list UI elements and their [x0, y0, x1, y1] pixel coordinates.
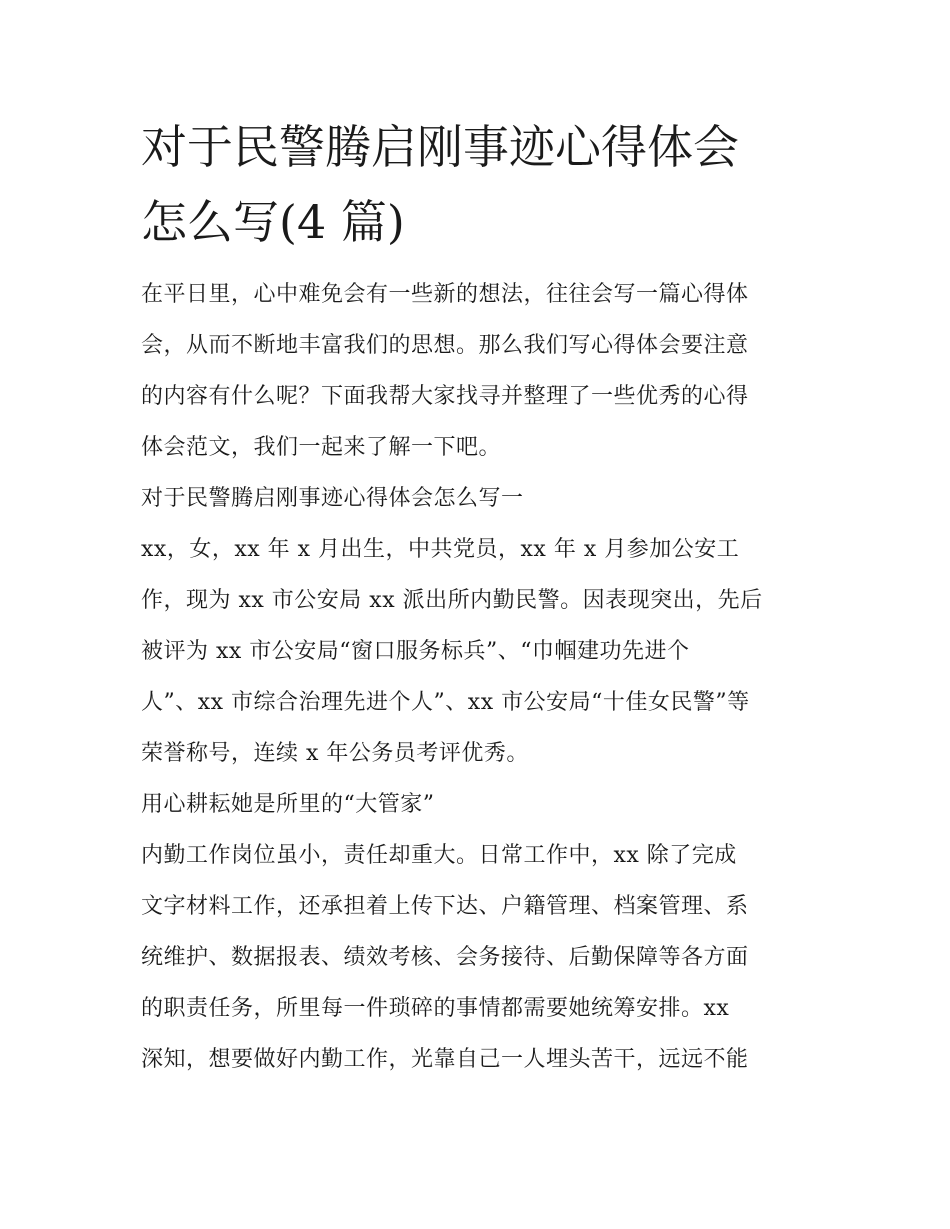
intro-line-1: 在平日里，心中难免会有一些新的想法，往往会写一篇心得体 [141, 282, 749, 307]
paragraph-line: 荣誉称号，连续 x 年公务员考评优秀。 [141, 741, 529, 766]
title-line-2: 怎么写(4 篇) [141, 195, 405, 249]
document-page [141, 110, 821, 1085]
title-line-1: 对于民警腾启刚事迹心得体会 [141, 120, 739, 174]
paragraph-line: 深知，想要做好内勤工作，光靠自己一人埋头苦干，远远不能 [141, 1047, 749, 1072]
paragraph-line: 作，现为 xx 市公安局 xx 派出所内勤民警。因表现突出，先后 [141, 588, 763, 613]
section-heading: 对于民警腾启刚事迹心得体会怎么写一 [141, 486, 524, 511]
paragraph-line: xx，女，xx 年 x 月出生，中共党员，xx 年 x 月参加公安工 [141, 537, 740, 562]
intro-line-4: 体会范文，我们一起来了解一下吧。 [141, 435, 502, 460]
document-body [141, 269, 821, 1085]
document-title [141, 110, 821, 260]
intro-line-2: 会，从而不断地丰富我们的思想。那么我们写心得体会要注意 [141, 333, 749, 358]
paragraph-line: 统维护、数据报表、绩效考核、会务接待、后勤保障等各方面 [141, 945, 749, 970]
subheading: 用心耕耘她是所里的“大管家” [141, 792, 435, 817]
paragraph-line: 内勤工作岗位虽小，责任却重大。日常工作中，xx 除了完成 [141, 843, 737, 868]
intro-line-3: 的内容有什么呢？下面我帮大家找寻并整理了一些优秀的心得 [141, 384, 749, 409]
paragraph-line: 文字材料工作，还承担着上传下达、户籍管理、档案管理、系 [141, 894, 749, 919]
paragraph-line: 人”、xx 市综合治理先进个人”、xx 市公安局“十佳女民警”等 [141, 690, 750, 715]
paragraph-line: 的职责任务，所里每一件琐碎的事情都需要她统筹安排。xx [141, 996, 730, 1021]
paragraph-line: 被评为 xx 市公安局“窗口服务标兵”、“巾帼建功先进个 [141, 639, 690, 664]
